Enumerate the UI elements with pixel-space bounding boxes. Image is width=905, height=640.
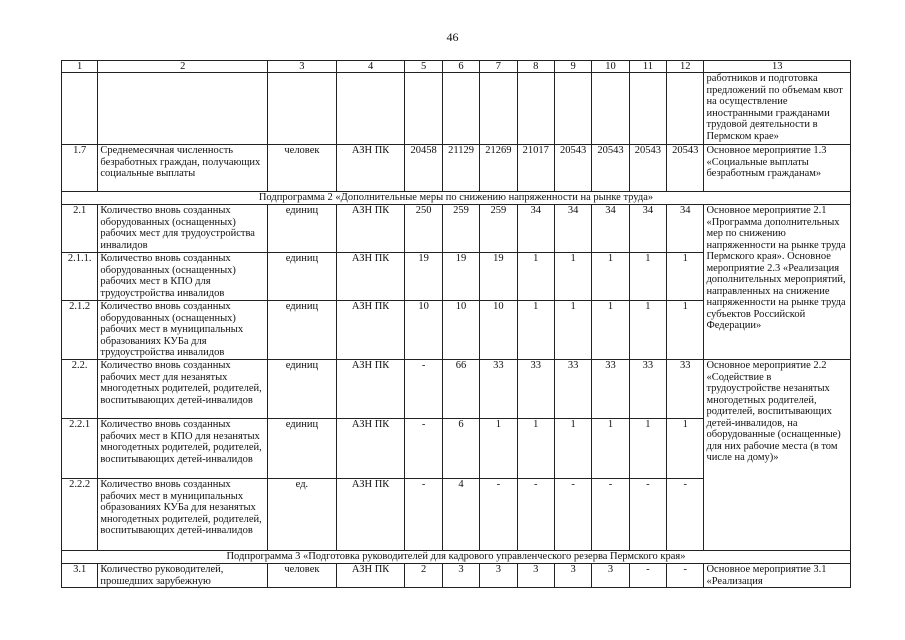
responsible: АЗН ПК bbox=[336, 205, 405, 253]
unit: единиц bbox=[268, 419, 337, 479]
value-cell: - bbox=[517, 479, 554, 551]
value-cell: 1 bbox=[480, 419, 517, 479]
value-cell: 1 bbox=[554, 301, 591, 360]
unit: единиц bbox=[268, 360, 337, 419]
header-cell: 5 bbox=[405, 61, 442, 73]
empty-cell bbox=[629, 73, 666, 145]
value-cell: 34 bbox=[667, 205, 704, 253]
value-cell: - bbox=[405, 419, 442, 479]
empty-cell bbox=[405, 73, 442, 145]
value-cell: 1 bbox=[629, 419, 666, 479]
page-number: 46 bbox=[446, 30, 459, 44]
responsible: АЗН ПК bbox=[336, 253, 405, 301]
value-cell: 20458 bbox=[405, 145, 442, 192]
value-cell: 10 bbox=[405, 301, 442, 360]
value-cell: 34 bbox=[554, 205, 591, 253]
row-number: 2.2.2 bbox=[62, 479, 98, 551]
value-cell: 1 bbox=[517, 301, 554, 360]
value-cell: 19 bbox=[442, 253, 479, 301]
value-cell: 1 bbox=[667, 253, 704, 301]
responsible: АЗН ПК bbox=[336, 419, 405, 479]
indicator-name: Среднемесячная численность безработных граждан, получающих социальные выплаты bbox=[98, 145, 268, 192]
unit: ед. bbox=[268, 479, 337, 551]
responsible: АЗН ПК bbox=[336, 301, 405, 360]
value-cell: 33 bbox=[517, 360, 554, 419]
value-cell: 1 bbox=[592, 301, 629, 360]
value-cell: - bbox=[405, 479, 442, 551]
table-row bbox=[62, 205, 851, 253]
responsible: АЗН ПК bbox=[336, 479, 405, 551]
indicator-name: Количество вновь созданных оборудованных (оснащенных) рабочих мест для трудоустройства инвалидов bbox=[98, 205, 268, 253]
value-cell: 1 bbox=[629, 301, 666, 360]
measure-text: Основное мероприятие 3.1 «Реализация bbox=[704, 564, 851, 588]
unit: человек bbox=[268, 564, 337, 588]
row-number: 2.1.2 bbox=[62, 301, 98, 360]
value-cell: 1 bbox=[667, 301, 704, 360]
indicator-name: Количество вновь созданных рабочих мест в муниципальных образованиях КУБа для незанятых многодетных родителей, родителей, воспитывающих детей-инвалидов bbox=[98, 479, 268, 551]
unit: единиц bbox=[268, 253, 337, 301]
value-cell: 6 bbox=[442, 419, 479, 479]
value-cell: 20543 bbox=[554, 145, 591, 192]
value-cell: 19 bbox=[405, 253, 442, 301]
value-cell: 250 bbox=[405, 205, 442, 253]
header-cell: 8 bbox=[517, 61, 554, 73]
indicators-table bbox=[61, 60, 851, 588]
row-number: 2.1.1. bbox=[62, 253, 98, 301]
unit: единиц bbox=[268, 301, 337, 360]
value-cell: 4 bbox=[442, 479, 479, 551]
value-cell: - bbox=[629, 479, 666, 551]
value-cell: 1 bbox=[667, 419, 704, 479]
header-row bbox=[62, 61, 851, 73]
header-cell: 7 bbox=[480, 61, 517, 73]
measure-text: Основное мероприятие 1.3 «Социальные выплаты безработным гражданам» bbox=[704, 145, 851, 192]
unit: единиц bbox=[268, 205, 337, 253]
value-cell: 33 bbox=[629, 360, 666, 419]
value-cell: - bbox=[554, 479, 591, 551]
table-row bbox=[62, 564, 851, 588]
empty-cell bbox=[480, 73, 517, 145]
responsible: АЗН ПК bbox=[336, 360, 405, 419]
value-cell: 1 bbox=[517, 253, 554, 301]
row-number: 2.2.1 bbox=[62, 419, 98, 479]
table-row bbox=[62, 145, 851, 192]
value-cell: 3 bbox=[442, 564, 479, 588]
value-cell: 1 bbox=[592, 419, 629, 479]
empty-cell bbox=[554, 73, 591, 145]
header-cell: 6 bbox=[442, 61, 479, 73]
subprogram-title: Подпрограмма 2 «Дополнительные меры по снижению напряженности на рынке труда» bbox=[62, 192, 851, 205]
value-cell: 3 bbox=[517, 564, 554, 588]
empty-cell bbox=[268, 73, 337, 145]
unit: человек bbox=[268, 145, 337, 192]
empty-cell bbox=[442, 73, 479, 145]
value-cell: 34 bbox=[629, 205, 666, 253]
header-cell: 3 bbox=[268, 61, 337, 73]
header-cell: 2 bbox=[98, 61, 268, 73]
value-cell: - bbox=[592, 479, 629, 551]
header-cell: 1 bbox=[62, 61, 98, 73]
continuation-row bbox=[62, 73, 851, 145]
value-cell: 33 bbox=[667, 360, 704, 419]
header-cell: 12 bbox=[667, 61, 704, 73]
value-cell: 10 bbox=[442, 301, 479, 360]
value-cell: 259 bbox=[442, 205, 479, 253]
value-cell: 33 bbox=[592, 360, 629, 419]
header-cell: 10 bbox=[592, 61, 629, 73]
empty-cell bbox=[517, 73, 554, 145]
indicator-name: Количество вновь созданных оборудованных (оснащенных) рабочих мест в муниципальных образованиях КУБа для трудоустройства инвалидов bbox=[98, 301, 268, 360]
row-number: 3.1 bbox=[62, 564, 98, 588]
value-cell: 21269 bbox=[480, 145, 517, 192]
empty-cell bbox=[98, 73, 268, 145]
value-cell: 3 bbox=[480, 564, 517, 588]
value-cell: 33 bbox=[480, 360, 517, 419]
subprogram-row bbox=[62, 192, 851, 205]
value-cell: - bbox=[405, 360, 442, 419]
measure-text: Основное мероприятие 2.2 «Содействие в трудоустройстве незанятых многодетных родителей, родителей, воспитывающих детей-инвалидов, на оборудованные (оснащенные) для них рабочие места (в том числе на дому)» bbox=[704, 360, 851, 551]
empty-cell bbox=[592, 73, 629, 145]
row-number: 2.1 bbox=[62, 205, 98, 253]
value-cell: 3 bbox=[554, 564, 591, 588]
value-cell: 20543 bbox=[592, 145, 629, 192]
value-cell: 20543 bbox=[667, 145, 704, 192]
indicator-name: Количество вновь созданных оборудованных (оснащенных) рабочих мест в КПО для трудоустройства инвалидов bbox=[98, 253, 268, 301]
value-cell: 34 bbox=[592, 205, 629, 253]
value-cell: 1 bbox=[554, 419, 591, 479]
value-cell: 19 bbox=[480, 253, 517, 301]
value-cell: 1 bbox=[629, 253, 666, 301]
value-cell: - bbox=[480, 479, 517, 551]
value-cell: 34 bbox=[517, 205, 554, 253]
row-number: 1.7 bbox=[62, 145, 98, 192]
measure-continuation: работников и подготовка предложений по объемам квот на осуществление иностранными гражданами трудовой деятельности в Пермском крае» bbox=[704, 73, 851, 145]
header-cell: 9 bbox=[554, 61, 591, 73]
subprogram-row bbox=[62, 551, 851, 564]
value-cell: 20543 bbox=[629, 145, 666, 192]
indicator-name: Количество руководителей, прошедших зарубежную bbox=[98, 564, 268, 588]
value-cell: 1 bbox=[592, 253, 629, 301]
responsible: АЗН ПК bbox=[336, 145, 405, 192]
value-cell: 66 bbox=[442, 360, 479, 419]
subprogram-title: Подпрограмма 3 «Подготовка руководителей для кадрового управленческого резерва Пермского края» bbox=[62, 551, 851, 564]
value-cell: - bbox=[667, 564, 704, 588]
empty-cell bbox=[336, 73, 405, 145]
value-cell: 10 bbox=[480, 301, 517, 360]
measure-text: Основное мероприятие 2.1 «Программа дополнительных мер по снижению напряженности на рынке труда Пермского края». Основное мероприятие 2.3 «Реализация дополнительных мероприятий, направленных на снижение напряженности на рынке труда субъектов Российской Федерации» bbox=[704, 205, 851, 360]
value-cell: 3 bbox=[592, 564, 629, 588]
value-cell: 33 bbox=[554, 360, 591, 419]
value-cell: 1 bbox=[517, 419, 554, 479]
indicator-name: Количество вновь созданных рабочих мест для незанятых многодетных родителей, родителей, воспитывающих детей-инвалидов bbox=[98, 360, 268, 419]
value-cell: 21129 bbox=[442, 145, 479, 192]
value-cell: 21017 bbox=[517, 145, 554, 192]
value-cell: - bbox=[667, 479, 704, 551]
header-cell: 13 bbox=[704, 61, 851, 73]
value-cell: 259 bbox=[480, 205, 517, 253]
value-cell: 2 bbox=[405, 564, 442, 588]
empty-cell bbox=[667, 73, 704, 145]
value-cell: 1 bbox=[554, 253, 591, 301]
table-row bbox=[62, 360, 851, 419]
empty-cell bbox=[62, 73, 98, 145]
header-cell: 11 bbox=[629, 61, 666, 73]
indicator-name: Количество вновь созданных рабочих мест в КПО для незанятых многодетных родителей, родителей, воспитывающих детей-инвалидов bbox=[98, 419, 268, 479]
row-number: 2.2. bbox=[62, 360, 98, 419]
header-cell: 4 bbox=[336, 61, 405, 73]
responsible: АЗН ПК bbox=[336, 564, 405, 588]
value-cell: - bbox=[629, 564, 666, 588]
